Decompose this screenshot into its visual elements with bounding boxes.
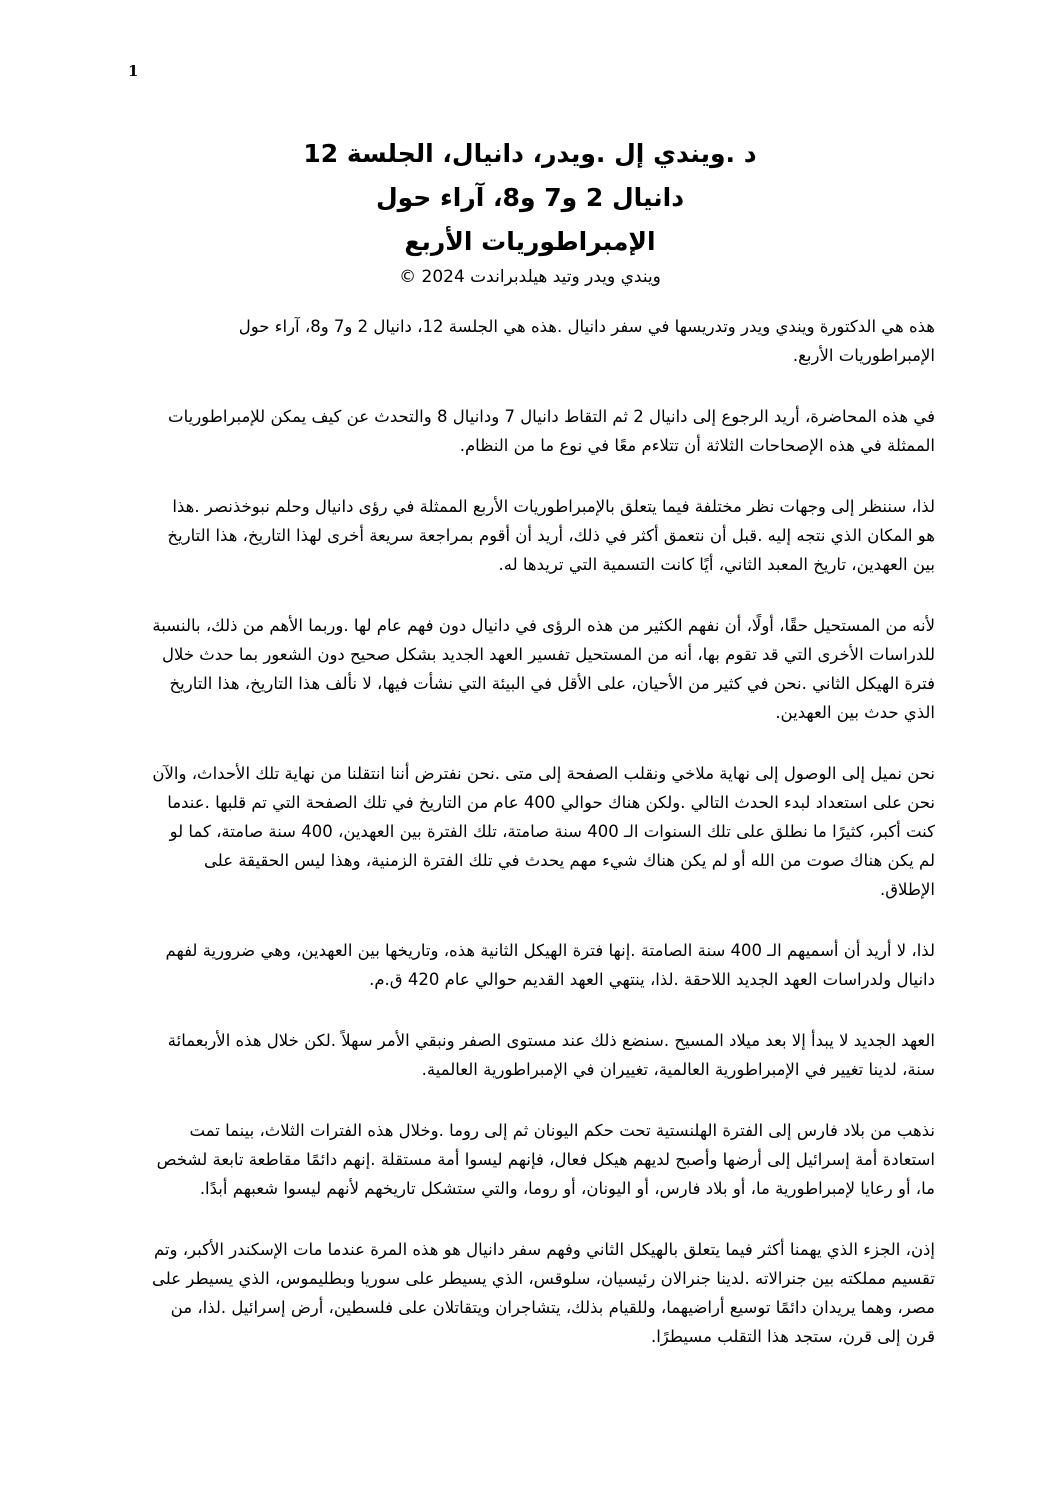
paragraph-8: نذهب من بلاد فارس إلى الفترة الهلنستية تحت حكم اليونان ثم إلى روما .وخلال هذه الفترات الثلاث، بينما تمت استعادة أمة إسرائيل إلى أرضها وأصبح لديهم هيكل فعال، فإنهم ليسوا أمة مستقلة .إنهم دائمًا مقاطعة تابعة لشخص ما، أو رعايا لإمبراطورية ما، أو بلاد فارس، أو اليونان، أو روما، والتي ستشكل تاريخهم لأنهم ليسوا شعبهم أبدًا. bbox=[156, 1121, 935, 1198]
paragraph-6: لذا، لا أريد أن أسميهم الـ 400 سنة الصامتة .إنها فترة الهيكل الثانية هذه، وتاريخها بين العهدين، وهي ضرورية لفهم دانيال ولدراسات العهد الجديد اللاحقة .لذا، ينتهي العهد القديم حوالي عام 420 ق.م. bbox=[165, 941, 935, 989]
body-text bbox=[150, 312, 935, 1383]
paragraph-9: إذن، الجزء الذي يهمنا أكثر فيما يتعلق بالهيكل الثاني وفهم سفر دانيال هو هذه المرة عندما مات الإسكندر الأكبر، وتم تقسيم مملكته بين جنرالاته .لدينا جنرالان رئيسيان، سلوقس، الذي يسيطر على سوريا وبطليموس، الذي يسيطر على مصر، وهما يريدان دائمًا توسيع أراضيهما، وللقيام بذلك، يتشاجران ويتقاتلان على فلسطين، أرض إسرائيل .لذا، من قرن إلى قرن، ستجد هذا التقلب مسيطرًا. bbox=[152, 1240, 935, 1346]
paragraph-4: لأنه من المستحيل حقًا، أولًا، أن نفهم الكثير من هذه الرؤى في دانيال دون فهم عام لها .وربما الأهم من ذلك، بالنسبة للدراسات الأخرى التي قد تقوم بها، أنه من المستحيل تفسير العهد الجديد بشكل صحيح دون الشعور بما حدث خلال فترة الهيكل الثاني .نحن في كثير من الأحيان، على الأقل في البيئة التي نشأت فيها، لا نألف هذا التاريخ، هذا التاريخ الذي حدث بين العهدين. bbox=[152, 616, 935, 722]
paragraph-5: نحن نميل إلى الوصول إلى نهاية ملاخي ونقلب الصفحة إلى متى .نحن نفترض أننا انتقلنا من نهاية تلك الأحداث، والآن نحن على استعداد لبدء الحدث التالي .ولكن هناك حوالي 400 عام من التاريخ في تلك الصفحة التي تم قلبها .عندما كنت أكبر، كثيرًا ما نطلق على تلك السنوات الـ 400 سنة صامتة، تلك الفترة بين العهدين، 400 سنة صامتة، كما لو لم يكن هناك صوت من الله أو لم يكن هناك شيء مهم يحدث في تلك الفترة الزمنية، وهذا ليس الحقيقة على الإطلاق. bbox=[152, 764, 935, 899]
title-block bbox=[130, 132, 930, 290]
paragraph-2: في هذه المحاضرة، أريد الرجوع إلى دانيال 2 ثم التقاط دانيال 7 ودانيال 8 والتحدث عن كيف يمكن للإمبراطوريات الممثلة في هذه الإصحاحات الثلاثة أن تتلاءم معًا في نوع ما من النظام. bbox=[168, 407, 935, 455]
page-number: 1 bbox=[128, 62, 139, 80]
paragraph-1: هذه هي الدكتورة ويندي ويدر وتدريسها في سفر دانيال .هذه هي الجلسة 12، دانيال 2 و7 و8، آراء حول الإمبراطوريات الأربع. bbox=[238, 317, 935, 365]
paragraph-7: العهد الجديد لا يبدأ إلا بعد ميلاد المسيح .سنضع ذلك عند مستوى الصفر ونبقي الأمر سهلاً .لكن خلال هذه الأربعمائة سنة، لدينا تغيير في الإمبراطورية العالمية، تغييران في الإمبراطورية العالمية. bbox=[167, 1031, 935, 1079]
paragraph-3: لذا، سننظر إلى وجهات نظر مختلفة فيما يتعلق بالإمبراطوريات الأربع الممثلة في رؤى دانيال وحلم نبوخذنصر .هذا هو المكان الذي نتجه إليه .قبل أن نتعمق أكثر في ذلك، أريد أن أقوم بمراجعة سريعة أخرى لهذا التاريخ، هذا التاريخ بين العهدين، تاريخ المعبد الثاني، أيًا كانت التسمية التي تريدها له. bbox=[167, 497, 935, 574]
copyright-line: ويندي ويدر وتيد هيلدبراندت 2024 © bbox=[399, 267, 661, 287]
title-line-1: د .ويندي إل .ويدر، دانيال، الجلسة 12 bbox=[303, 139, 757, 168]
title-line-3: الإمبراطوريات الأربع bbox=[404, 227, 656, 256]
title-line-2: دانيال 2 و7 و8، آراء حول bbox=[375, 183, 685, 212]
